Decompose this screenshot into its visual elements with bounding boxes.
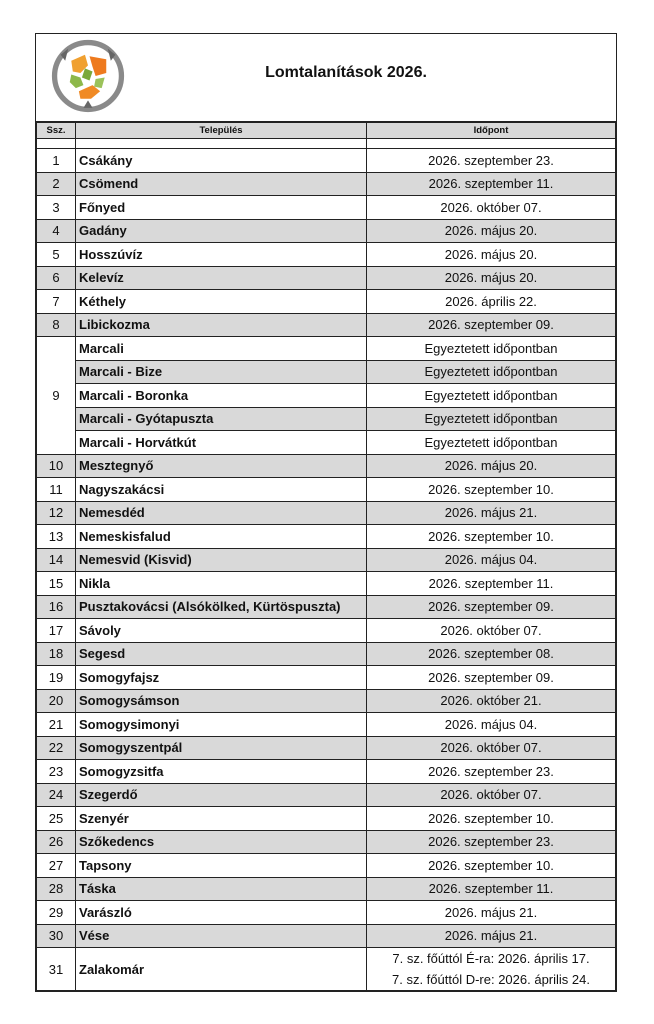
row-number: 14 [37, 548, 76, 572]
date-line: 2026. szeptember 23. [428, 763, 554, 779]
table-row [37, 478, 616, 502]
row-number: 27 [37, 854, 76, 878]
collection-date [367, 572, 616, 596]
date-line: 2026. október 21. [440, 693, 542, 709]
collection-date [367, 196, 616, 220]
date-line: 2026. szeptember 09. [428, 669, 554, 685]
collection-date [367, 783, 616, 807]
date-line: 2026. szeptember 10. [428, 481, 554, 497]
settlement-name: Gadány [76, 219, 367, 243]
collection-date [367, 760, 616, 784]
row-number: 12 [37, 501, 76, 525]
table-row [37, 736, 616, 760]
collection-date [367, 548, 616, 572]
collection-date [367, 384, 616, 408]
table-row [37, 313, 616, 337]
table-row [37, 572, 616, 596]
row-number: 9 [37, 337, 76, 455]
row-number: 24 [37, 783, 76, 807]
collection-date [367, 807, 616, 831]
date-line: 2026. május 04. [444, 716, 538, 732]
collection-date [367, 619, 616, 643]
row-number: 5 [37, 243, 76, 267]
collection-date [367, 360, 616, 384]
table-header-row [37, 123, 616, 139]
settlement-name: Kelevíz [76, 266, 367, 290]
settlement-name: Nemesvid (Kisvid) [76, 548, 367, 572]
row-number: 15 [37, 572, 76, 596]
settlement-name: Szenyér [76, 807, 367, 831]
row-number: 8 [37, 313, 76, 337]
table-row [37, 595, 616, 619]
schedule-document [35, 33, 617, 992]
collection-date [367, 642, 616, 666]
schedule-table [36, 122, 616, 991]
table-row [37, 196, 616, 220]
settlement-name: Csákány [76, 149, 367, 173]
settlement-name: Varászló [76, 901, 367, 925]
table-row [37, 901, 616, 925]
collection-date [367, 243, 616, 267]
date-line: 2026. szeptember 23. [428, 834, 554, 850]
date-line: 2026. szeptember 09. [428, 599, 554, 615]
settlement-name: Somogyfajsz [76, 666, 367, 690]
row-number: 29 [37, 901, 76, 925]
date-line: Egyeztetett időpontban [424, 434, 558, 450]
date-line: 2026. május 20. [444, 246, 538, 262]
collection-date [367, 689, 616, 713]
settlement-name: Sávoly [76, 619, 367, 643]
settlement-name: Somogyszentpál [76, 736, 367, 760]
column-header-number: Ssz. [37, 123, 76, 139]
table-row [37, 431, 616, 455]
table-row [37, 666, 616, 690]
table-row [37, 172, 616, 196]
table-row [37, 783, 616, 807]
table-row [37, 219, 616, 243]
date-line: 2026. szeptember 10. [428, 857, 554, 873]
settlement-name: Zalakomár [76, 948, 367, 991]
collection-date [367, 313, 616, 337]
column-header-settlement: Település [76, 123, 367, 139]
table-row [37, 619, 616, 643]
settlement-name: Szőkedencs [76, 830, 367, 854]
settlement-name: Nagyszakácsi [76, 478, 367, 502]
date-line: 2026. május 21. [444, 928, 538, 944]
collection-date [367, 525, 616, 549]
row-number: 17 [37, 619, 76, 643]
row-number: 21 [37, 713, 76, 737]
table-row [37, 501, 616, 525]
settlement-name: Vése [76, 924, 367, 948]
title-row [36, 34, 616, 122]
row-number: 7 [37, 290, 76, 314]
settlement-name: Tapsony [76, 854, 367, 878]
collection-date [367, 948, 616, 991]
collection-date [367, 736, 616, 760]
settlement-name: Marcali - Bize [76, 360, 367, 384]
row-number: 23 [37, 760, 76, 784]
settlement-name: Csömend [76, 172, 367, 196]
date-line: 2026. szeptember 11. [428, 575, 554, 591]
date-line: 2026. szeptember 10. [428, 810, 554, 826]
row-number: 10 [37, 454, 76, 478]
table-row [37, 642, 616, 666]
collection-date [367, 478, 616, 502]
date-line: 2026. május 21. [444, 904, 538, 920]
date-line: 2026. szeptember 09. [428, 317, 554, 333]
settlement-name: Nemesdéd [76, 501, 367, 525]
collection-date [367, 407, 616, 431]
settlement-name: Marcali [76, 337, 367, 361]
table-row [37, 713, 616, 737]
settlement-name: Somogyzsitfa [76, 760, 367, 784]
table-row [37, 525, 616, 549]
collection-date [367, 666, 616, 690]
row-number: 16 [37, 595, 76, 619]
date-line: 2026. május 20. [444, 223, 538, 239]
spacer-row [37, 139, 616, 149]
settlement-name: Főnyed [76, 196, 367, 220]
row-number: 4 [37, 219, 76, 243]
collection-date [367, 713, 616, 737]
collection-date [367, 595, 616, 619]
table-row [37, 548, 616, 572]
table-row [37, 924, 616, 948]
collection-date [367, 337, 616, 361]
collection-date [367, 830, 616, 854]
date-line: 2026. április 22. [445, 293, 537, 309]
date-line: 2026. május 21. [444, 505, 538, 521]
row-number: 2 [37, 172, 76, 196]
table-row [37, 360, 616, 384]
settlement-name: Marcali - Boronka [76, 384, 367, 408]
settlement-name: Szegerdő [76, 783, 367, 807]
table-row [37, 854, 616, 878]
settlement-name: Nikla [76, 572, 367, 596]
collection-date [367, 266, 616, 290]
collection-date [367, 149, 616, 173]
date-line: Egyeztetett időpontban [424, 411, 558, 427]
table-row [37, 266, 616, 290]
table-row [37, 149, 616, 173]
table-row [37, 407, 616, 431]
row-number: 19 [37, 666, 76, 690]
collection-date [367, 454, 616, 478]
date-line: 2026. május 20. [444, 270, 538, 286]
date-line: Egyeztetett időpontban [424, 387, 558, 403]
date-line: 2026. szeptember 23. [428, 152, 554, 168]
date-line: 2026. október 07. [440, 787, 542, 803]
settlement-name: Nemeskisfalud [76, 525, 367, 549]
date-line: 2026. szeptember 10. [428, 528, 554, 544]
row-number: 28 [37, 877, 76, 901]
row-number: 30 [37, 924, 76, 948]
settlement-name: Somogysámson [76, 689, 367, 713]
settlement-name: Táska [76, 877, 367, 901]
collection-date [367, 924, 616, 948]
collection-date [367, 290, 616, 314]
settlement-name: Marcali - Horvátkút [76, 431, 367, 455]
column-header-date: Időpont [367, 123, 616, 139]
date-line: 2026. szeptember 08. [428, 646, 554, 662]
date-line: 2026. május 04. [444, 552, 538, 568]
row-number: 13 [37, 525, 76, 549]
date-line: 7. sz. főúttól É-ra: 2026. április 17. [392, 951, 590, 966]
row-number: 22 [37, 736, 76, 760]
settlement-name: Pusztakovácsi (Alsókölked, Kürtöspuszta) [76, 595, 367, 619]
table-row [37, 948, 616, 991]
table-row [37, 807, 616, 831]
collection-date [367, 877, 616, 901]
settlement-name: Somogysimonyi [76, 713, 367, 737]
collection-date [367, 219, 616, 243]
collection-date [367, 854, 616, 878]
date-line: Egyeztetett időpontban [424, 364, 558, 380]
settlement-name: Segesd [76, 642, 367, 666]
table-row [37, 830, 616, 854]
table-row [37, 337, 616, 361]
collection-date [367, 901, 616, 925]
date-line: 7. sz. főúttól D-re: 2026. április 24. [392, 972, 590, 987]
date-line: 2026. május 20. [444, 458, 538, 474]
row-number: 31 [37, 948, 76, 991]
document-title: Lomtalanítások 2026. [265, 64, 427, 81]
settlement-name: Libickozma [76, 313, 367, 337]
date-line: Egyeztetett időpontban [424, 340, 558, 356]
row-number: 20 [37, 689, 76, 713]
row-number: 18 [37, 642, 76, 666]
date-line: 2026. szeptember 11. [428, 881, 554, 897]
collection-date [367, 501, 616, 525]
table-row [37, 877, 616, 901]
row-number: 26 [37, 830, 76, 854]
table-row [37, 290, 616, 314]
settlement-name: Hosszúvíz [76, 243, 367, 267]
settlement-name: Marcali - Gyótapuszta [76, 407, 367, 431]
date-line: 2026. október 07. [440, 622, 542, 638]
table-row [37, 243, 616, 267]
collection-date [367, 172, 616, 196]
row-number: 25 [37, 807, 76, 831]
table-row [37, 760, 616, 784]
table-row [37, 384, 616, 408]
date-line: 2026. szeptember 11. [428, 176, 554, 192]
date-line: 2026. október 07. [440, 199, 542, 215]
row-number: 11 [37, 478, 76, 502]
settlement-name: Mesztegnyő [76, 454, 367, 478]
row-number: 3 [37, 196, 76, 220]
collection-date [367, 431, 616, 455]
settlement-name: Kéthely [76, 290, 367, 314]
date-line: 2026. október 07. [440, 740, 542, 756]
table-row [37, 689, 616, 713]
row-number: 6 [37, 266, 76, 290]
table-row [37, 454, 616, 478]
row-number: 1 [37, 149, 76, 173]
